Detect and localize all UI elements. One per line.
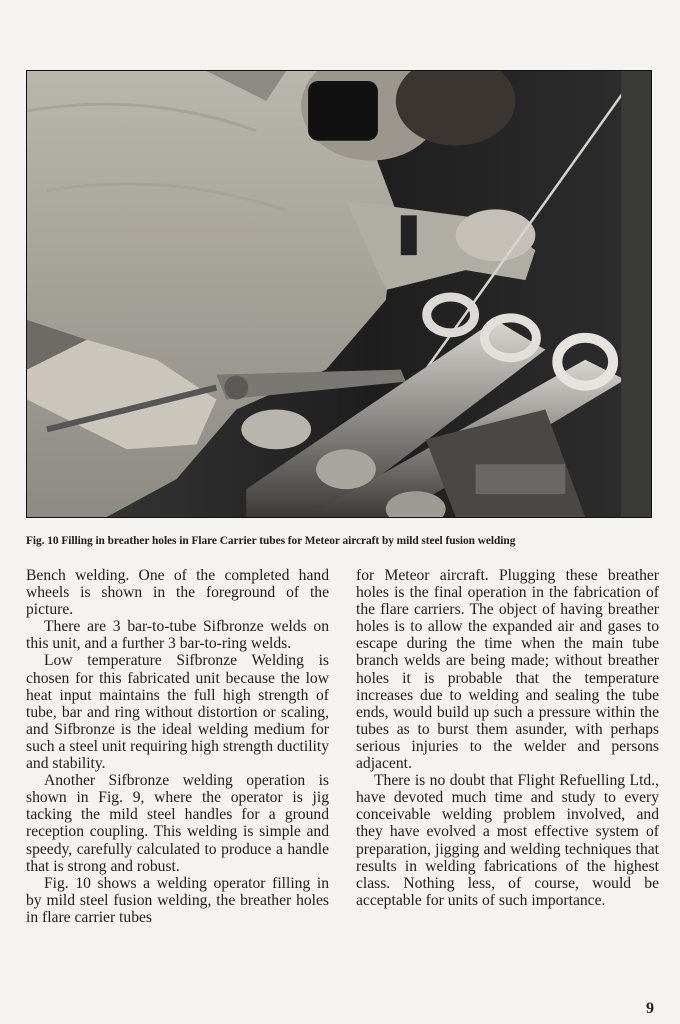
paragraph: There are 3 bar-to-tube Sifbronze welds on this unit, and a further 3 bar-to-ring welds. xyxy=(26,618,329,653)
paragraph: for Meteor aircraft. Plugging these breather holes is the final operation in the fabrication of the flare carriers. The object of having breather holes is to allow the expanded air and gases to escape during the time when the main tube branch welds are being made; without breather holes it is probable that the temperature increases due to welding and sealing the tube ends, would build up such a pressure within the tubes as to burst them asunder, with perhaps serious injuries to the welder and persons adjacent. xyxy=(356,567,659,773)
page-number: 9 xyxy=(646,1000,654,1017)
left-column xyxy=(26,567,329,926)
paragraph: Low temperature Sifbronze Welding is chosen for this fabricated unit because the low heat input maintains the full high strength of tube, bar and ring without distortion or scaling, and Sifbronze is the ideal welding medium for such a steel unit requiring high strength ductility and stability. xyxy=(26,652,329,773)
paragraph: Another Sifbronze welding operation is shown in Fig. 9, where the operator is jig tacking the mild steel handles for a ground reception coupling. This welding is simple and speedy, carefully calculated to produce a handle that is strong and robust. xyxy=(26,772,329,875)
paragraph: There is no doubt that Flight Refuelling Ltd., have devoted much time and study to every conceivable welding problem involved, and they have evolved a most effective system of preparation, jigging and welding techniques that results in welding fabrications of the highest class. Nothing less, of course, would be acceptable for units of such importance. xyxy=(356,772,659,909)
welding-photo-illustration xyxy=(27,71,651,517)
paragraph: Fig. 10 shows a welding operator filling in by mild steel fusion welding, the breather holes in flare carrier tubes xyxy=(26,874,329,926)
paragraph: Bench welding. One of the completed hand wheels is shown in the foreground of the picture. xyxy=(26,567,329,619)
figure-caption: Fig. 10 Filling in breather holes in Flare Carrier tubes for Meteor aircraft by mild steel fusion welding xyxy=(26,535,516,547)
right-column xyxy=(356,567,659,909)
welding-photo xyxy=(26,70,652,518)
